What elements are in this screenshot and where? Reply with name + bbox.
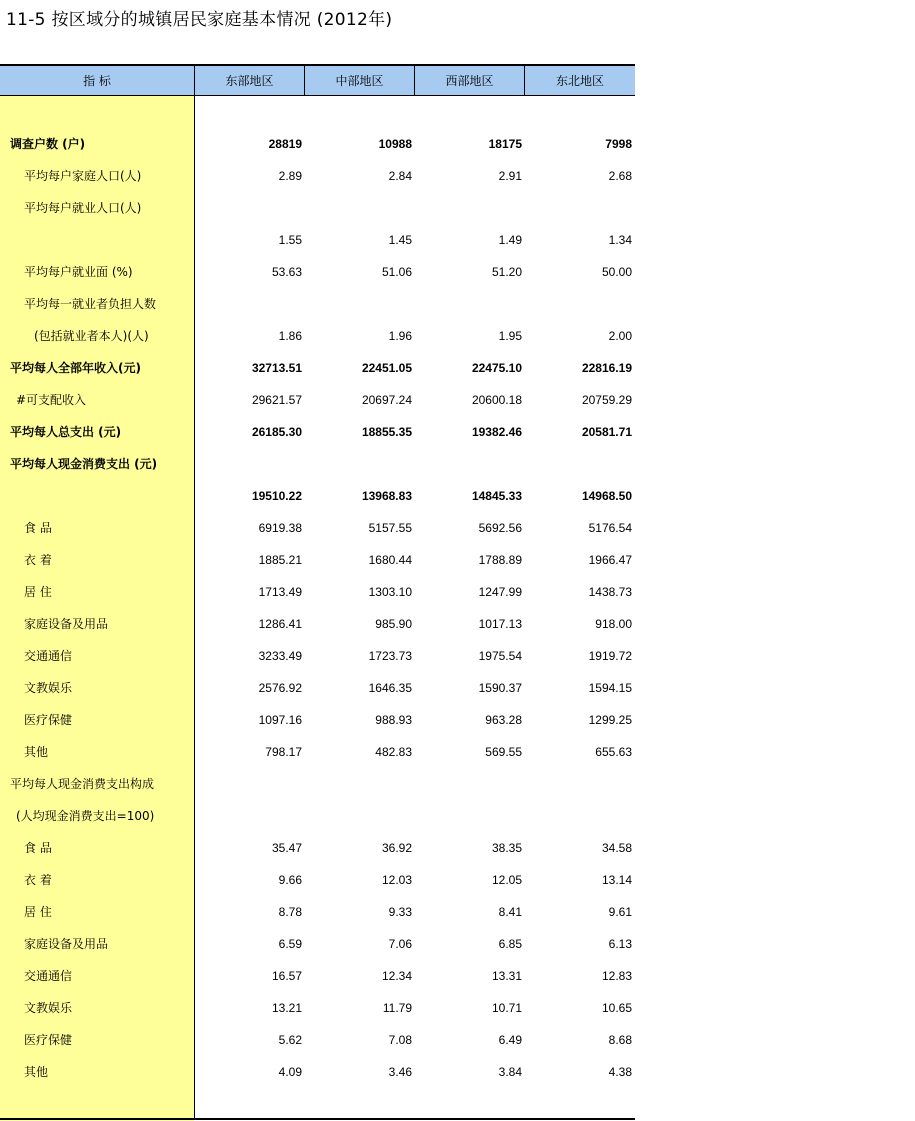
cell-value: 8.68 [608, 1033, 632, 1047]
table-row [0, 672, 635, 704]
cell-value: 655.63 [595, 745, 632, 759]
row-label: 居 住 [24, 905, 52, 919]
cell-value [306, 192, 412, 224]
cell-value [416, 768, 522, 800]
cell-value: 1680.44 [368, 553, 412, 567]
table-row [0, 256, 635, 288]
cell-value: 14968.50 [581, 489, 632, 503]
cell-value: 4.09 [278, 1065, 302, 1079]
cell-value: 1966.47 [588, 553, 632, 567]
table-row [0, 864, 635, 896]
cell-value: 13968.83 [361, 489, 412, 503]
cell-value [306, 288, 412, 320]
cell-value: 18175 [488, 137, 522, 151]
cell-value: 20697.24 [361, 393, 412, 407]
cell-value [416, 288, 522, 320]
row-label: #可支配收入 [16, 393, 87, 407]
cell-value [526, 768, 632, 800]
row-label: 调查户数 (户) [10, 137, 86, 151]
cell-value: 2576.92 [258, 681, 302, 695]
cell-value: 1885.21 [258, 553, 302, 567]
row-label: 家庭设备及用品 [24, 617, 109, 631]
cell-value: 8.78 [278, 905, 302, 919]
cell-value: 1646.35 [368, 681, 412, 695]
table-row [0, 608, 635, 640]
cell-value: 1713.49 [258, 585, 302, 599]
cell-value: 20581.71 [581, 425, 632, 439]
row-label: 平均每人总支出 (元) [10, 425, 122, 439]
cell-value: 8.41 [498, 905, 522, 919]
cell-value [416, 800, 522, 832]
cell-value [196, 192, 302, 224]
row-label: 平均每人全部年收入(元) [10, 361, 141, 375]
cell-value: 5176.54 [588, 521, 632, 535]
table-row [0, 320, 635, 352]
cell-value: 14845.33 [471, 489, 522, 503]
row-label: 文教娱乐 [24, 1001, 73, 1015]
cell-value: 3233.49 [258, 649, 302, 663]
cell-value: 1247.99 [478, 585, 522, 599]
table-row [0, 448, 635, 480]
cell-value: 3.84 [498, 1065, 522, 1079]
cell-value: 5.62 [278, 1033, 302, 1047]
row-label: 衣 着 [24, 553, 52, 567]
cell-value: 50.00 [601, 265, 632, 279]
cell-value: 9.66 [278, 873, 302, 887]
cell-value [306, 800, 412, 832]
cell-value [526, 800, 632, 832]
cell-value: 9.61 [608, 905, 632, 919]
cell-value: 20759.29 [581, 393, 632, 407]
cell-value: 35.47 [271, 841, 302, 855]
table-row [0, 1024, 635, 1056]
cell-value: 10.71 [491, 1001, 522, 1015]
cell-value [526, 288, 632, 320]
cell-value: 19382.46 [471, 425, 522, 439]
table-row [0, 160, 635, 192]
cell-value: 2.84 [388, 169, 412, 183]
row-label: 文教娱乐 [24, 681, 73, 695]
cell-value: 1788.89 [478, 553, 522, 567]
table-row [0, 928, 635, 960]
cell-value: 569.55 [485, 745, 522, 759]
cell-value: 2.68 [608, 169, 632, 183]
row-label: (包括就业者本人)(人) [34, 329, 149, 343]
table-bottom-border [0, 1118, 635, 1120]
cell-value: 1.95 [498, 329, 522, 343]
cell-value: 28819 [268, 137, 302, 151]
row-label: 交通通信 [24, 649, 73, 663]
cell-value: 5157.55 [368, 521, 412, 535]
cell-value: 6919.38 [258, 521, 302, 535]
cell-value: 13.21 [271, 1001, 302, 1015]
table-row [0, 896, 635, 928]
header-divider [414, 64, 415, 96]
cell-value [196, 768, 302, 800]
cell-value [306, 768, 412, 800]
cell-value: 1.34 [608, 233, 632, 247]
table-row [0, 640, 635, 672]
cell-value: 51.06 [381, 265, 412, 279]
row-label: 平均每户就业面 (%) [24, 265, 133, 279]
table-row [0, 544, 635, 576]
cell-value: 988.93 [375, 713, 412, 727]
header-divider [524, 64, 525, 96]
cell-value: 2.89 [278, 169, 302, 183]
table-row [0, 192, 635, 224]
cell-value: 18855.35 [361, 425, 412, 439]
table-row [0, 1056, 635, 1088]
cell-value [416, 192, 522, 224]
cell-value: 4.38 [608, 1065, 632, 1079]
table-row [0, 704, 635, 736]
cell-value: 10.65 [601, 1001, 632, 1015]
row-label: 平均每户就业人口(人) [24, 201, 142, 215]
table-row [0, 224, 635, 256]
cell-value: 7.06 [388, 937, 412, 951]
row-label: 平均每一就业者负担人数 [24, 297, 157, 311]
table-row [0, 800, 635, 832]
cell-value: 1.49 [498, 233, 522, 247]
cell-value: 1590.37 [478, 681, 522, 695]
row-label: 食 品 [24, 521, 52, 535]
header-indicator: 指 标 [83, 74, 111, 88]
cell-value: 1286.41 [258, 617, 302, 631]
table-row [0, 576, 635, 608]
cell-value: 6.85 [498, 937, 522, 951]
cell-value: 20600.18 [471, 393, 522, 407]
cell-value: 918.00 [595, 617, 632, 631]
row-label: 平均每人现金消费支出 (元) [10, 457, 158, 471]
cell-value: 53.63 [271, 265, 302, 279]
table-row [0, 288, 635, 320]
cell-value: 2.00 [608, 329, 632, 343]
cell-value: 1.55 [278, 233, 302, 247]
cell-value: 1.86 [278, 329, 302, 343]
cell-value: 19510.22 [251, 489, 302, 503]
cell-value: 798.17 [265, 745, 302, 759]
table-row [0, 480, 635, 512]
cell-value: 12.03 [381, 873, 412, 887]
cell-value: 6.13 [608, 937, 632, 951]
row-label: 平均每户家庭人口(人) [24, 169, 142, 183]
row-label: 食 品 [24, 841, 52, 855]
table-row [0, 512, 635, 544]
cell-value: 13.31 [491, 969, 522, 983]
cell-value [196, 448, 302, 480]
cell-value: 12.83 [601, 969, 632, 983]
row-label: 其他 [24, 745, 49, 759]
cell-value: 51.20 [491, 265, 522, 279]
cell-value: 7.08 [388, 1033, 412, 1047]
table-row [0, 384, 635, 416]
cell-value: 6.59 [278, 937, 302, 951]
cell-value [526, 448, 632, 480]
row-label: 居 住 [24, 585, 52, 599]
cell-value: 1723.73 [368, 649, 412, 663]
cell-value: 12.05 [491, 873, 522, 887]
cell-value: 1919.72 [588, 649, 632, 663]
cell-value: 1303.10 [368, 585, 412, 599]
cell-value: 29621.57 [251, 393, 302, 407]
row-label: 交通通信 [24, 969, 73, 983]
cell-value: 1.45 [388, 233, 412, 247]
cell-value: 1097.16 [258, 713, 302, 727]
cell-value: 1.96 [388, 329, 412, 343]
row-label: (人均现金消费支出=100) [16, 809, 155, 823]
cell-value: 1017.13 [478, 617, 522, 631]
cell-value [416, 448, 522, 480]
cell-value: 1975.54 [478, 649, 522, 663]
header-northeast: 东北地区 [555, 74, 604, 88]
cell-value: 38.35 [491, 841, 522, 855]
header-east: 东部地区 [225, 74, 274, 88]
row-label: 其他 [24, 1065, 49, 1079]
cell-value: 1299.25 [588, 713, 632, 727]
header-central: 中部地区 [335, 74, 384, 88]
cell-value: 22475.10 [471, 361, 522, 375]
cell-value: 5692.56 [478, 521, 522, 535]
cell-value: 1438.73 [588, 585, 632, 599]
row-label: 衣 着 [24, 873, 52, 887]
header-west: 西部地区 [445, 74, 494, 88]
cell-value: 482.83 [375, 745, 412, 759]
cell-value: 6.49 [498, 1033, 522, 1047]
table-row [0, 832, 635, 864]
cell-value: 10988 [378, 137, 412, 151]
cell-value [196, 800, 302, 832]
cell-value: 16.57 [271, 969, 302, 983]
cell-value: 32713.51 [251, 361, 302, 375]
table-row [0, 128, 635, 160]
cell-value: 3.46 [388, 1065, 412, 1079]
cell-value: 22816.19 [581, 361, 632, 375]
cell-value: 12.34 [381, 969, 412, 983]
row-label: 医疗保健 [24, 713, 73, 727]
row-label: 医疗保健 [24, 1033, 73, 1047]
cell-value: 985.90 [375, 617, 412, 631]
table-row [0, 960, 635, 992]
cell-value: 34.58 [601, 841, 632, 855]
table-row [0, 992, 635, 1024]
cell-value [306, 448, 412, 480]
cell-value: 963.28 [485, 713, 522, 727]
cell-value: 13.14 [601, 873, 632, 887]
table-row [0, 352, 635, 384]
row-label: 家庭设备及用品 [24, 937, 109, 951]
cell-value: 36.92 [381, 841, 412, 855]
cell-value: 22451.05 [361, 361, 412, 375]
table-row [0, 768, 635, 800]
row-label: 平均每人现金消费支出构成 [10, 777, 155, 791]
cell-value [196, 288, 302, 320]
cell-value: 1594.15 [588, 681, 632, 695]
table-row [0, 416, 635, 448]
cell-value: 7998 [605, 137, 632, 151]
header-divider [304, 64, 305, 96]
cell-value: 11.79 [382, 1001, 412, 1015]
cell-value [526, 192, 632, 224]
page-title: 11-5 按区域分的城镇居民家庭基本情况 (2012年) [6, 10, 393, 30]
cell-value: 2.91 [498, 169, 522, 183]
cell-value: 9.33 [388, 905, 412, 919]
table-row [0, 736, 635, 768]
cell-value: 26185.30 [251, 425, 302, 439]
table-header [0, 64, 635, 96]
